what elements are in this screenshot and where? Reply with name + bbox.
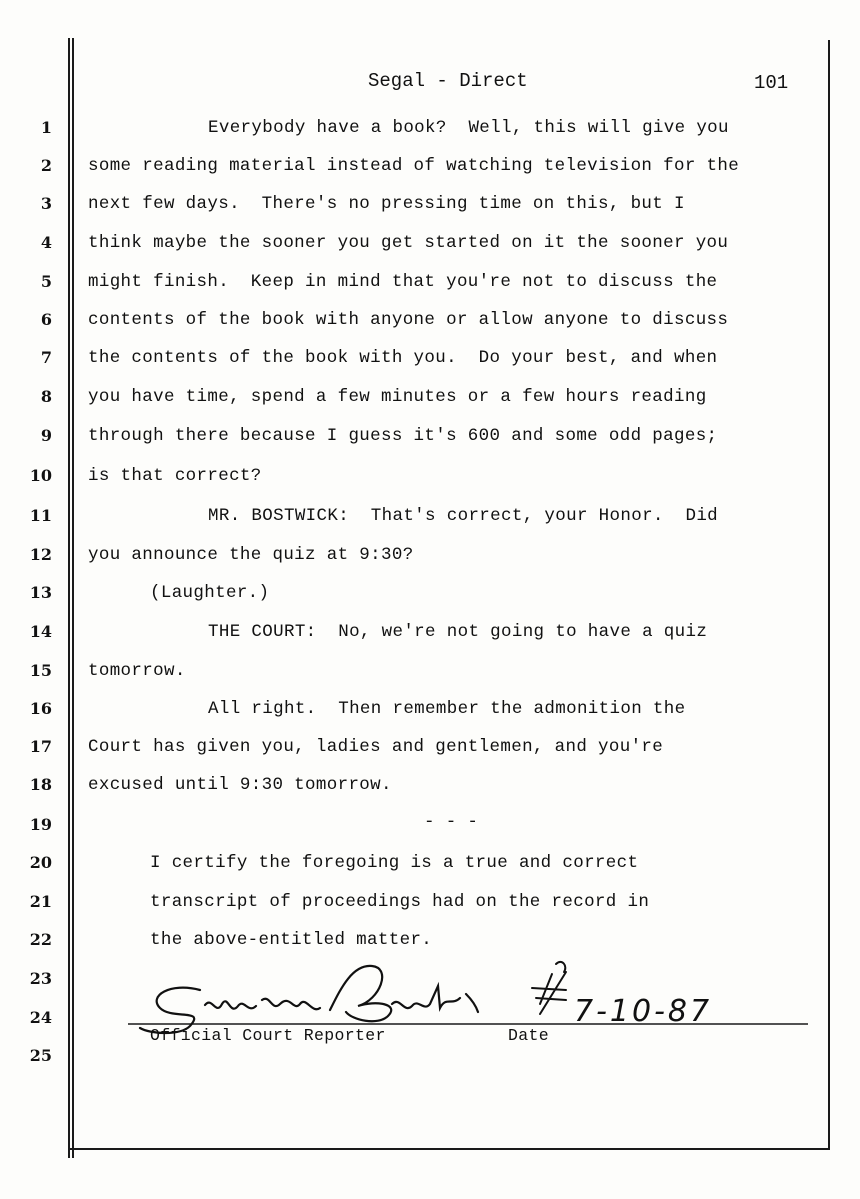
transcript-line: THE COURT: No, we're not going to have a quiz <box>208 622 708 642</box>
line-number: 21 <box>29 892 52 911</box>
line-number: 19 <box>29 815 52 834</box>
line-number: 13 <box>29 583 52 602</box>
certification-line: transcript of proceedings had on the record in <box>150 892 650 912</box>
line-number: 24 <box>29 1008 52 1027</box>
reporter-label: Official Court Reporter <box>150 1026 386 1045</box>
transcript-line: you announce the quiz at 9:30? <box>88 545 414 565</box>
certification-line: the above-entitled matter. <box>150 930 433 950</box>
page-number: 101 <box>754 72 789 94</box>
transcript-line: you have time, spend a few minutes or a few hours reading <box>88 387 707 407</box>
transcript-line: through there because I guess it's 600 and some odd pages; <box>88 426 718 446</box>
line-number: 1 <box>40 118 52 137</box>
line-number: 4 <box>40 233 52 252</box>
section-break: - - - <box>424 812 479 832</box>
transcript-line: is that correct? <box>88 466 262 486</box>
line-number: 15 <box>29 661 52 680</box>
line-number: 16 <box>29 699 52 718</box>
line-number: 10 <box>29 466 52 485</box>
line-number: 8 <box>40 387 52 406</box>
line-number: 17 <box>29 737 52 756</box>
line-number: 2 <box>40 156 52 175</box>
transcript-line: excused until 9:30 tomorrow. <box>88 775 392 795</box>
transcript-line: All right. Then remember the admonition the <box>208 699 686 719</box>
line-number: 11 <box>29 506 52 525</box>
transcript-line: next few days. There's no pressing time on this, but I <box>88 194 685 214</box>
line-number: 23 <box>29 969 52 988</box>
date-mark <box>532 962 566 1014</box>
line-number: 12 <box>29 545 52 564</box>
line-number: 25 <box>29 1046 52 1065</box>
line-number: 9 <box>40 426 52 445</box>
line-number: 5 <box>40 272 52 291</box>
handwritten-date: 7-10-87 <box>574 994 713 1029</box>
line-number: 6 <box>40 310 52 329</box>
line-number: 7 <box>40 348 52 367</box>
transcript-line: Everybody have a book? Well, this will give you <box>208 118 729 138</box>
line-number: 14 <box>29 622 52 641</box>
transcript-line: (Laughter.) <box>150 583 270 603</box>
line-number: 22 <box>29 930 52 949</box>
transcript-line: the contents of the book with you. Do your best, and when <box>88 348 718 368</box>
transcript-line: Court has given you, ladies and gentlemen, and you're <box>88 737 664 757</box>
reporter-signature <box>140 966 478 1033</box>
line-number: 3 <box>40 194 52 213</box>
transcript-line: MR. BOSTWICK: That's correct, your Honor. Did <box>208 506 719 526</box>
transcript-line: tomorrow. <box>88 661 186 681</box>
transcript-line: think maybe the sooner you get started on it the sooner you <box>88 233 729 253</box>
date-label: Date <box>508 1026 550 1045</box>
transcript-line: might finish. Keep in mind that you're not to discuss the <box>88 272 718 292</box>
transcript-line: some reading material instead of watching television for the <box>88 156 740 176</box>
certification-line: I certify the foregoing is a true and correct <box>150 853 639 873</box>
line-number: 18 <box>29 775 52 794</box>
transcript-line: contents of the book with anyone or allow anyone to discuss <box>88 310 729 330</box>
line-number: 20 <box>29 853 52 872</box>
page-header-title: Segal - Direct <box>368 70 528 92</box>
